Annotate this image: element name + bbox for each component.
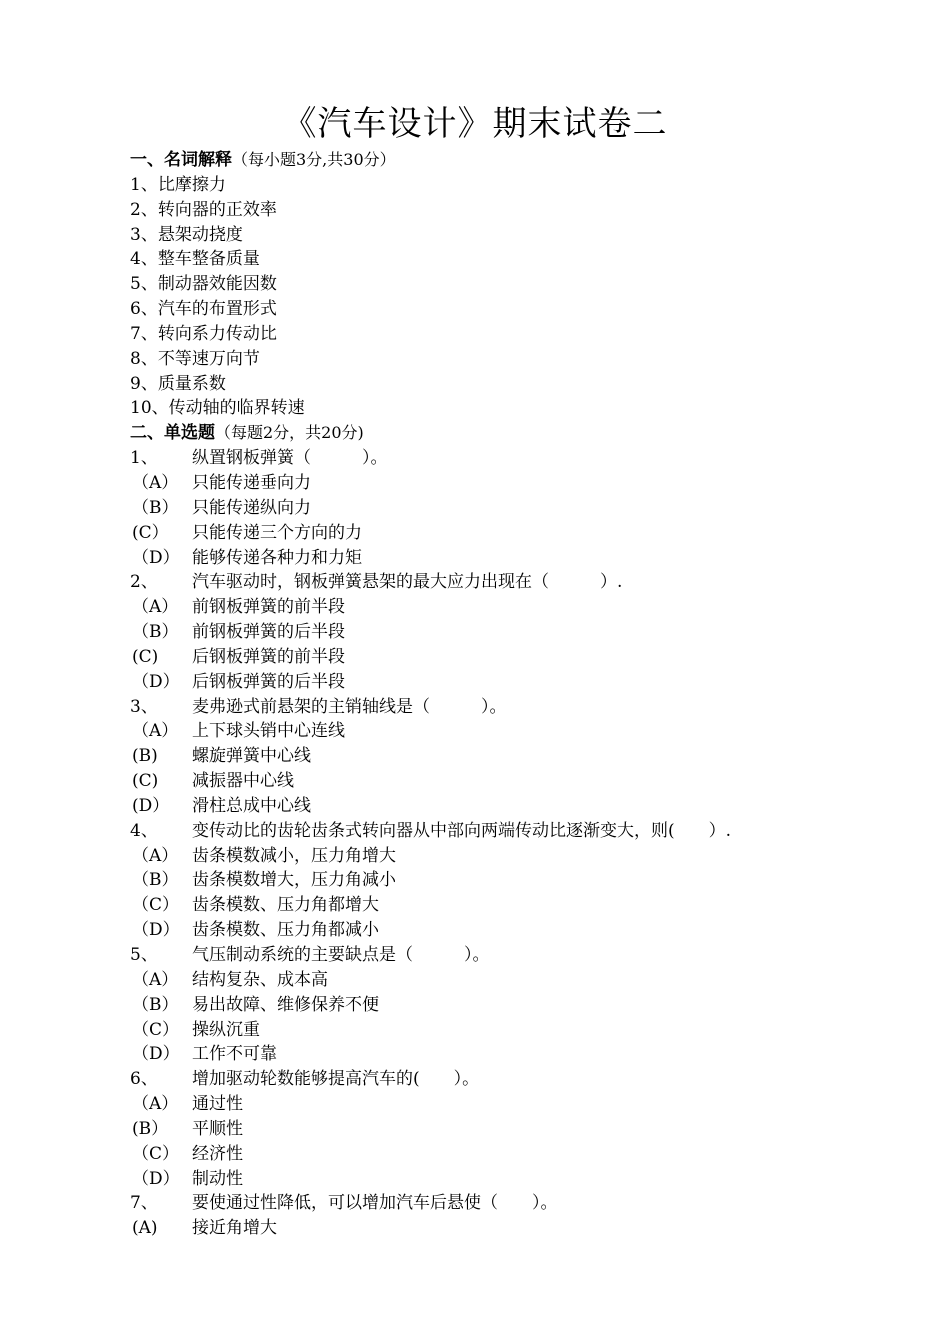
option-row [130,645,910,670]
option-text: 制动性 [192,1168,243,1189]
term-item: 6、汽车的布置形式 [130,299,277,320]
option-row [130,893,910,918]
option-text: 结构复杂、成本高 [192,969,328,990]
option-label: （D） [132,1044,180,1065]
option-row [130,1142,910,1167]
question-7 [130,1191,910,1216]
option-row [130,546,910,571]
option-text: 只能传递三个方向的力 [192,522,362,543]
question-number: 3、 [130,696,158,717]
term-item: 5、制动器效能因数 [130,274,277,295]
option-label: （C） [132,895,180,916]
option-row [130,1092,910,1117]
option-label: （B） [132,497,179,518]
section-1-title: 一、名词解释 [130,150,232,170]
option-label: (A) [132,1218,158,1239]
term-item: 3、悬架动挠度 [130,224,243,245]
option-label: （D） [132,547,180,568]
term-item: 1、比摩擦力 [130,174,226,195]
option-row [130,595,910,620]
option-row [130,1117,910,1142]
section-1-heading [130,148,910,173]
question-5 [130,943,910,968]
option-row [130,1216,910,1241]
option-text: 螺旋弹簧中心线 [192,746,311,767]
option-text: 前钢板弹簧的后半段 [192,622,345,643]
option-text: 接近角增大 [192,1218,277,1239]
option-label: （A） [132,845,179,866]
section-1-note: （每小题3分,共30分） [232,150,396,169]
option-row [130,968,910,993]
option-text: 滑柱总成中心线 [192,795,311,816]
question-text: 增加驱动轮数能够提高汽车的( ）。 [192,1069,480,1090]
option-label: (C) [132,646,159,667]
option-row [130,794,910,819]
question-1 [130,446,910,471]
option-label: （B） [132,870,179,891]
option-row [130,620,910,645]
question-6 [130,1067,910,1092]
term-item: 9、质量系数 [130,373,226,394]
option-text: 齿条模数增大，压力角减小 [192,870,396,891]
option-label: （C） [132,1019,180,1040]
option-label: （B） [132,622,179,643]
option-row [130,521,910,546]
option-row [130,496,910,521]
option-label: （B） [132,994,179,1015]
option-text: 能够传递各种力和力矩 [192,547,362,568]
option-label: （A） [132,597,179,618]
question-text: 要使通过性降低，可以增加汽车后悬使（ ）。 [192,1193,558,1214]
option-text: 上下球头销中心连线 [192,721,345,742]
section-2-heading [130,421,910,446]
option-text: 后钢板弹簧的后半段 [192,671,345,692]
section-2-title: 二、单选题 [130,423,215,444]
option-row [130,844,910,869]
question-text: 变传动比的齿轮齿条式转向器从中部向两端传动比逐渐变大，则( ）. [192,820,732,841]
option-label: （A） [132,472,179,493]
term-item: 10、传动轴的临界转速 [130,398,305,419]
option-text: 前钢板弹簧的前半段 [192,597,345,618]
question-text: 麦弗逊式前悬架的主销轴线是（ ）。 [192,696,507,717]
term-item: 4、整车整备质量 [130,249,260,270]
question-number: 5、 [130,945,158,965]
option-label: （A） [132,1094,179,1115]
option-row [130,868,910,893]
option-text: 通过性 [192,1094,243,1115]
exam-content [130,148,910,1241]
option-label: (B） [132,1118,169,1139]
option-text: 操纵沉重 [192,1019,260,1040]
question-number: 2、 [130,572,158,593]
option-text: 只能传递纵向力 [192,497,311,518]
question-2 [130,570,910,595]
option-label: (C） [132,522,169,543]
option-row [130,1167,910,1192]
option-label: （A） [132,721,179,742]
option-text: 减振器中心线 [192,771,294,792]
question-3 [130,695,910,720]
option-label: (D） [132,795,170,816]
option-text: 易出故障、维修保养不便 [192,994,379,1015]
question-number: 6、 [130,1069,158,1090]
option-row [130,670,910,695]
option-label: （A） [132,969,179,990]
option-row [130,1042,910,1067]
option-label: (B) [132,746,158,767]
option-label: （D） [132,1168,180,1189]
option-text: 平顺性 [192,1118,243,1139]
option-text: 后钢板弹簧的前半段 [192,646,345,667]
option-text: 只能传递垂向力 [192,472,311,493]
option-row [130,993,910,1018]
option-text: 齿条模数、压力角都减小 [192,920,379,941]
option-row [130,744,910,769]
question-text: 汽车驱动时，钢板弹簧悬架的最大应力出现在（ ）. [192,572,623,593]
question-text: 纵置钢板弹簧（ ）。 [192,448,388,469]
option-row [130,769,910,794]
question-4 [130,819,910,844]
option-label: （D） [132,671,180,692]
option-row [130,719,910,744]
option-label: (C) [132,771,159,792]
option-row [130,1018,910,1043]
option-label: （C） [132,1143,180,1164]
option-text: 齿条模数减小，压力角增大 [192,845,396,866]
term-item: 7、转向系力传动比 [130,323,277,344]
question-number: 7、 [130,1193,158,1214]
term-item: 8、不等速万向节 [130,348,260,369]
option-text: 工作不可靠 [192,1044,277,1065]
option-text: 经济性 [192,1143,243,1164]
option-text: 齿条模数、压力角都增大 [192,895,379,916]
term-item: 2、转向器的正效率 [130,199,277,220]
question-text: 气压制动系统的主要缺点是（ ）。 [192,945,490,965]
option-row [130,471,910,496]
section-2-note: （每题2分，共20分) [215,423,364,443]
question-number: 1、 [130,448,158,469]
option-row [130,918,910,943]
page-title: 《汽车设计》期末试卷二 [282,104,668,144]
option-label: （D） [132,920,180,941]
question-number: 4、 [130,820,158,841]
